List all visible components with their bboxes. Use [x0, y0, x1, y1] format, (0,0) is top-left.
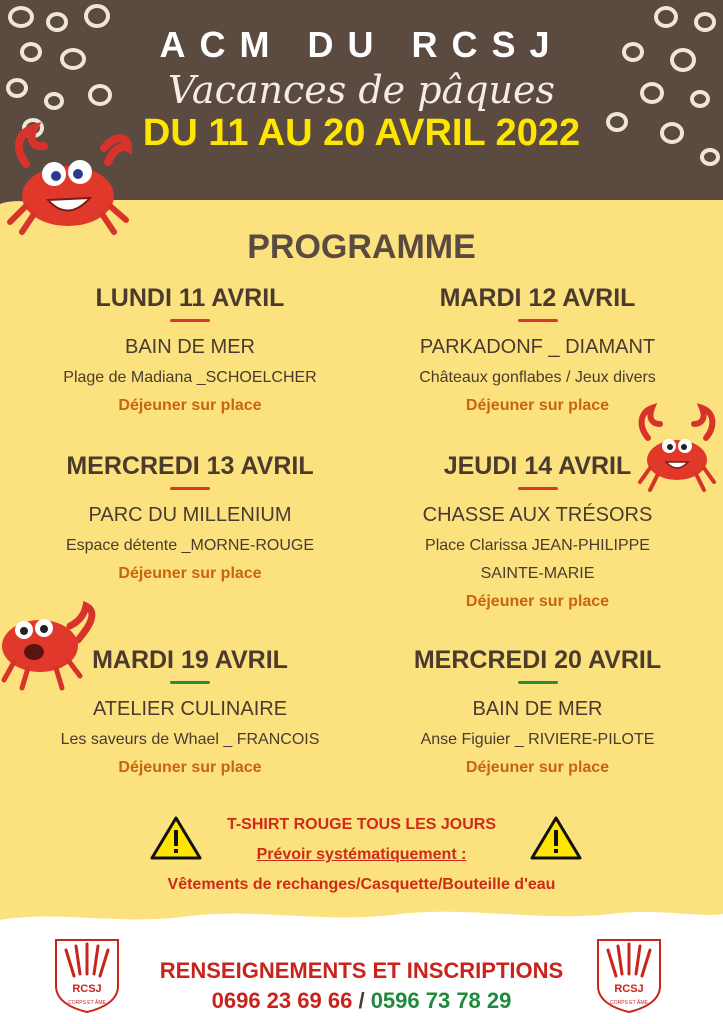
heading-underline: [170, 319, 210, 322]
activity: PARKADONF _ DIAMANT: [419, 336, 656, 358]
header-dates: DU 11 AU 20 AVRIL 2022: [142, 112, 581, 154]
place: Place Clarissa JEAN-PHILIPPE: [425, 537, 650, 554]
header-subtitle: Vacances de pâques: [167, 68, 556, 112]
day-heading: JEUDI 14 AVRIL: [443, 452, 632, 480]
programme-title: PROGRAMME: [247, 228, 476, 266]
logo-caption: CORPS ET ÂME: [68, 1000, 106, 1006]
activity: ATELIER CULINAIRE: [92, 698, 288, 720]
meal: Déjeuner sur place: [465, 759, 610, 776]
day-block-jeudi-14: [370, 452, 705, 611]
info-title: RENSEIGNEMENTS ET INSCRIPTIONS: [159, 958, 564, 983]
heading-underline: [170, 487, 210, 490]
activity: BAIN DE MER: [472, 698, 603, 720]
day-heading: MERCREDI 13 AVRIL: [66, 452, 314, 480]
place: Les saveurs de Whael _ FRANCOIS: [60, 731, 320, 748]
day-heading: MERCREDI 20 AVRIL: [413, 646, 662, 674]
logo-text: RCSJ: [614, 983, 644, 995]
notice-prevoir: Prévoir systématiquement :: [256, 846, 467, 863]
day-block-mercredi-13: [20, 452, 360, 583]
place: Espace détente _MORNE-ROUGE: [65, 537, 315, 554]
day-block-mardi-19: [20, 646, 360, 777]
place: Plage de Madiana _SCHOELCHER: [63, 369, 317, 386]
day-block-mardi-12: [370, 284, 705, 415]
heading-underline: [518, 487, 558, 490]
logo-caption: CORPS ET ÂME: [610, 1000, 648, 1006]
meal: Déjeuner sur place: [118, 397, 262, 414]
day-heading: MARDI 19 AVRIL: [92, 646, 288, 674]
day-block-lundi: [20, 284, 360, 415]
place-line-2: SAINTE-MARIE: [480, 565, 595, 582]
place: Châteaux gonflabes / Jeux divers: [419, 369, 656, 386]
phone-landline[interactable]: 0596 73 78 29: [370, 988, 512, 1013]
meal: Déjeuner sur place: [465, 593, 610, 610]
info-phones: [0, 988, 723, 1014]
place: Anse Figuier _ RIVIERE-PILOTE: [420, 731, 655, 748]
heading-underline: [518, 319, 558, 322]
meal: Déjeuner sur place: [118, 759, 262, 776]
activity: BAIN DE MER: [124, 336, 256, 358]
header-title: ACM DU RCSJ: [159, 24, 564, 65]
activity: CHASSE AUX TRÉSORS: [422, 504, 653, 526]
day-heading: LUNDI 11 AVRIL: [95, 284, 285, 312]
phone-mobile[interactable]: 0696 23 69 66: [211, 988, 353, 1013]
day-heading: MARDI 12 AVRIL: [439, 284, 636, 312]
heading-underline: [518, 681, 558, 684]
heading-underline: [170, 681, 210, 684]
meal: Déjeuner sur place: [118, 565, 262, 582]
notice-tshirt: T-SHIRT ROUGE TOUS LES JOURS: [226, 816, 497, 833]
footer-brush: [0, 906, 723, 930]
activity: PARC DU MILLENIUM: [88, 504, 292, 526]
meal: Déjeuner sur place: [465, 397, 610, 414]
crab-icon: [4, 118, 134, 238]
day-block-mercredi-20: [370, 646, 705, 777]
logo-text: RCSJ: [72, 983, 102, 995]
phone-separator: /: [358, 988, 365, 1013]
notice-items: Vêtements de rechanges/Casquette/Bouteille d'eau: [167, 876, 556, 893]
